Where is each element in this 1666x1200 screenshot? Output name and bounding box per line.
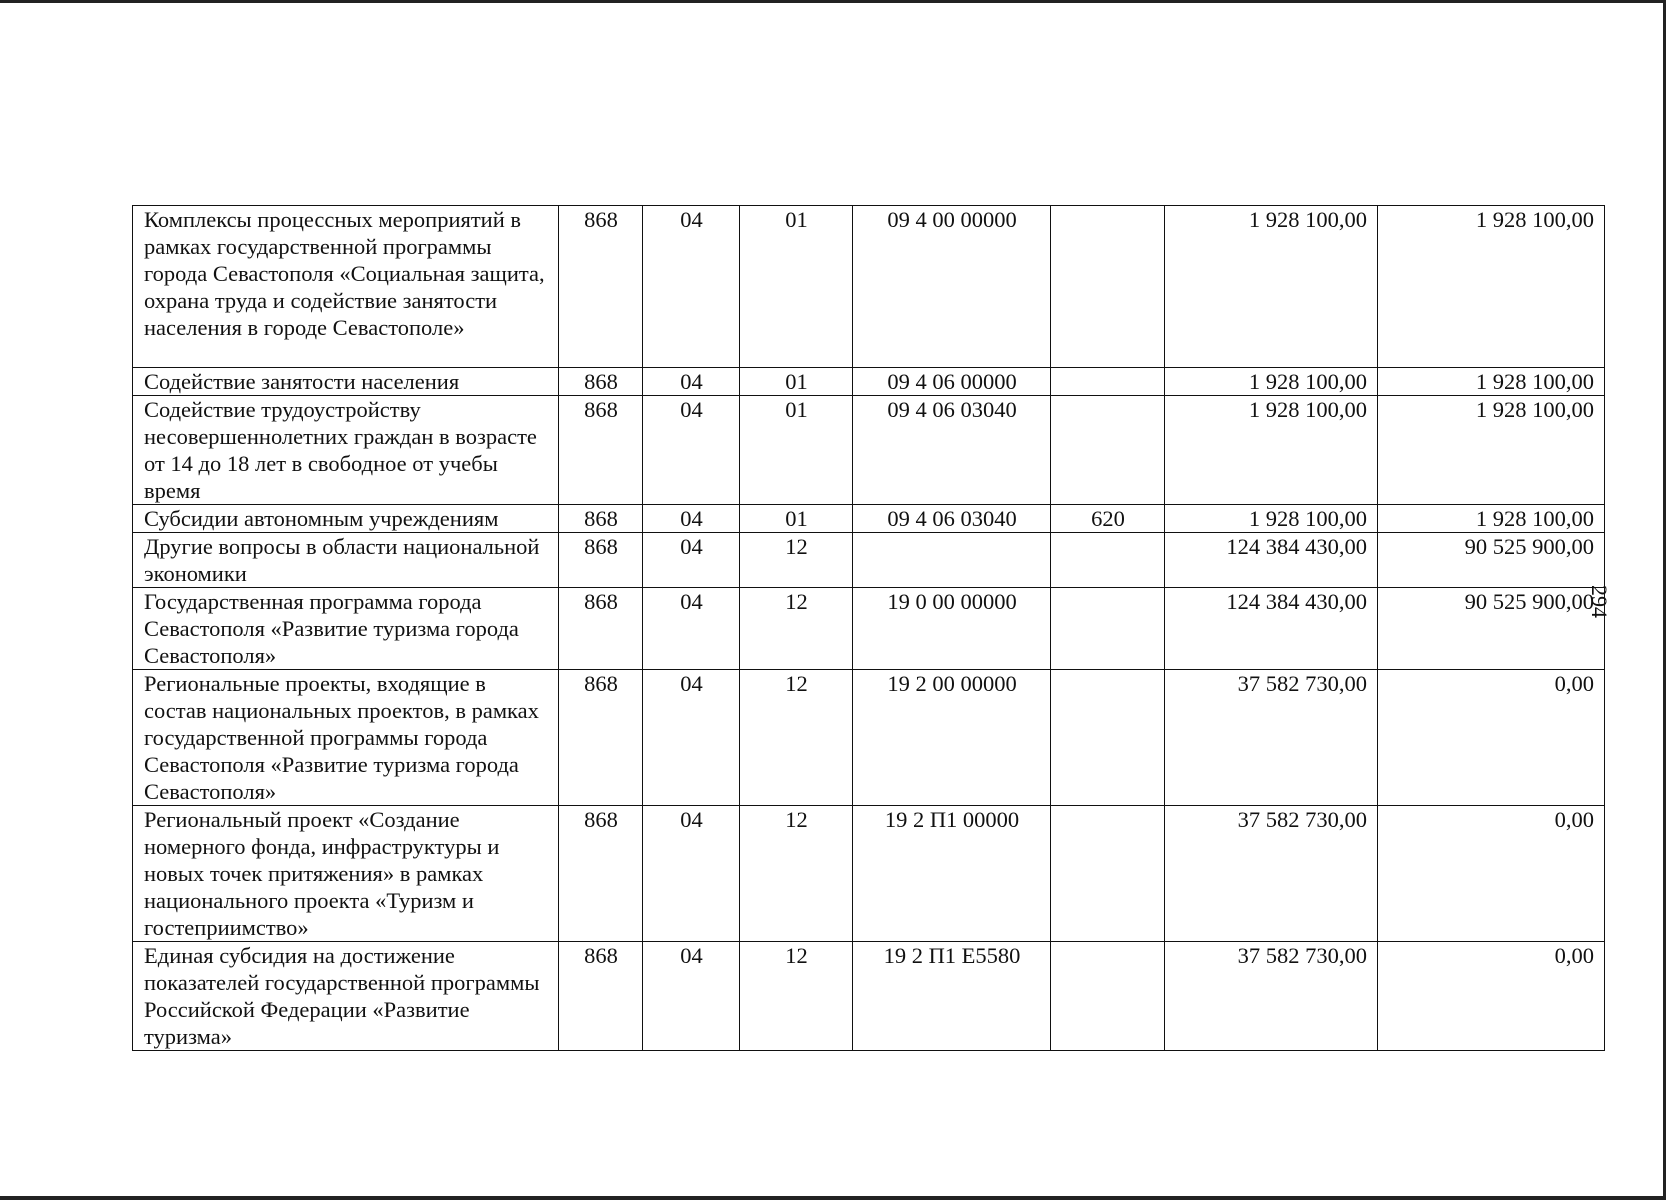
cell-subsection: 12 [740,670,853,806]
cell-amount-year-2: 1 928 100,00 [1378,368,1605,396]
cell-ministry-code: 868 [559,206,643,368]
cell-amount-year-1: 124 384 430,00 [1165,533,1378,588]
cell-name: Другие вопросы в области национальной экономики [133,533,559,588]
table-row [133,206,1605,368]
cell-target-article: 19 0 00 00000 [853,588,1051,670]
cell-target-article [853,533,1051,588]
table-row [133,505,1605,533]
cell-expense-type [1051,806,1165,942]
cell-amount-year-1: 1 928 100,00 [1165,505,1378,533]
cell-amount-year-2: 90 525 900,00 [1378,588,1605,670]
cell-target-article: 19 2 П1 Е5580 [853,942,1051,1051]
table-row [133,806,1605,942]
cell-subsection: 01 [740,396,853,505]
cell-expense-type [1051,588,1165,670]
cell-expense-type [1051,533,1165,588]
cell-ministry-code: 868 [559,505,643,533]
cell-expense-type [1051,206,1165,368]
cell-amount-year-2: 1 928 100,00 [1378,505,1605,533]
scan-edge-bottom [0,1196,1666,1200]
cell-name: Комплексы процессных мероприятий в рамках государственной программы города Севастополя «Социальная защита, охрана труда и содействие занятости населения в городе Севастополе» [133,206,559,368]
cell-section: 04 [643,533,740,588]
cell-section: 04 [643,670,740,806]
cell-section: 04 [643,368,740,396]
cell-expense-type [1051,368,1165,396]
cell-name: Содействие занятости населения [133,368,559,396]
cell-amount-year-2: 0,00 [1378,942,1605,1051]
cell-expense-type [1051,942,1165,1051]
table-row [133,588,1605,670]
cell-ministry-code: 868 [559,396,643,505]
cell-section: 04 [643,806,740,942]
cell-name: Региональный проект «Создание номерного фонда, инфраструктуры и новых точек притяжения» в рамках национального проекта «Туризм и гостеприимство» [133,806,559,942]
cell-section: 04 [643,942,740,1051]
scan-edge-top [0,0,1666,3]
page-number: 294 [1587,585,1612,618]
cell-ministry-code: 868 [559,806,643,942]
cell-subsection: 01 [740,368,853,396]
cell-subsection: 12 [740,806,853,942]
table-row [133,533,1605,588]
cell-amount-year-2: 0,00 [1378,670,1605,806]
cell-amount-year-2: 1 928 100,00 [1378,206,1605,368]
cell-name: Единая субсидия на достижение показателей государственной программы Российской Федерации «Развитие туризма» [133,942,559,1051]
cell-amount-year-2: 0,00 [1378,806,1605,942]
cell-target-article: 09 4 06 03040 [853,505,1051,533]
table-row [133,670,1605,806]
table-row [133,368,1605,396]
cell-amount-year-1: 124 384 430,00 [1165,588,1378,670]
cell-name: Государственная программа города Севастополя «Развитие туризма города Севастополя» [133,588,559,670]
cell-ministry-code: 868 [559,368,643,396]
cell-target-article: 19 2 П1 00000 [853,806,1051,942]
cell-section: 04 [643,206,740,368]
cell-name: Региональные проекты, входящие в состав национальных проектов, в рамках государственной программы города Севастополя «Развитие туризма города Севастополя» [133,670,559,806]
cell-subsection: 12 [740,533,853,588]
cell-ministry-code: 868 [559,942,643,1051]
cell-section: 04 [643,588,740,670]
cell-subsection: 01 [740,206,853,368]
cell-amount-year-1: 37 582 730,00 [1165,670,1378,806]
cell-amount-year-2: 90 525 900,00 [1378,533,1605,588]
cell-section: 04 [643,396,740,505]
cell-target-article: 09 4 06 03040 [853,396,1051,505]
cell-subsection: 12 [740,588,853,670]
cell-ministry-code: 868 [559,588,643,670]
cell-amount-year-1: 1 928 100,00 [1165,396,1378,505]
cell-target-article: 09 4 00 00000 [853,206,1051,368]
cell-expense-type: 620 [1051,505,1165,533]
cell-expense-type [1051,670,1165,806]
cell-ministry-code: 868 [559,533,643,588]
table-row [133,942,1605,1051]
cell-section: 04 [643,505,740,533]
budget-table [132,205,1605,1051]
cell-amount-year-1: 37 582 730,00 [1165,806,1378,942]
cell-expense-type [1051,396,1165,505]
cell-amount-year-1: 1 928 100,00 [1165,368,1378,396]
cell-amount-year-2: 1 928 100,00 [1378,396,1605,505]
cell-subsection: 12 [740,942,853,1051]
cell-name: Субсидии автономным учреждениям [133,505,559,533]
cell-amount-year-1: 1 928 100,00 [1165,206,1378,368]
table-row [133,396,1605,505]
cell-ministry-code: 868 [559,670,643,806]
cell-target-article: 19 2 00 00000 [853,670,1051,806]
cell-target-article: 09 4 06 00000 [853,368,1051,396]
cell-name: Содействие трудоустройству несовершеннолетних граждан в возрасте от 14 до 18 лет в свободное от учебы время [133,396,559,505]
cell-amount-year-1: 37 582 730,00 [1165,942,1378,1051]
cell-subsection: 01 [740,505,853,533]
